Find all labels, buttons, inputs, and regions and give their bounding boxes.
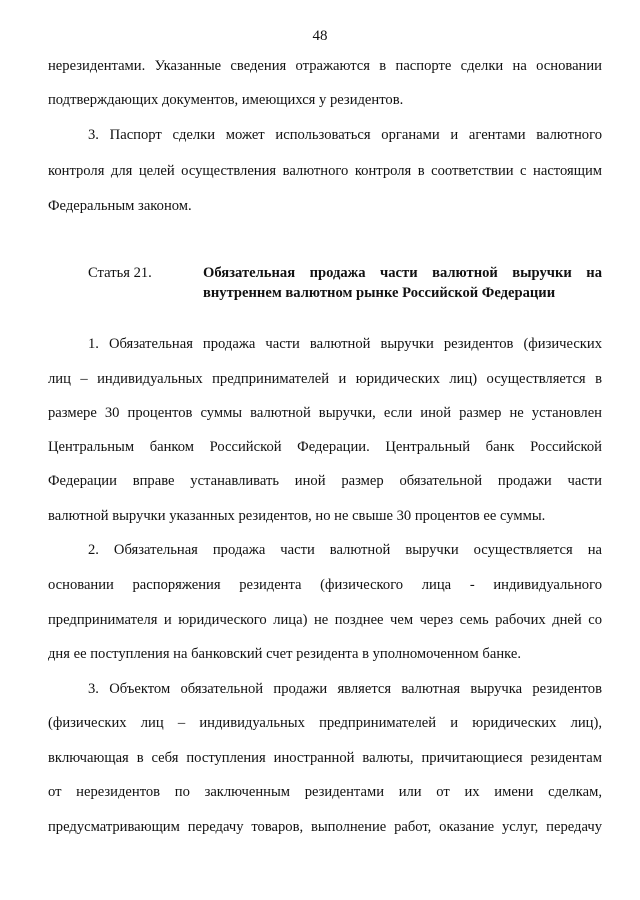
- text-line: контроля для целей осуществления валютного контроля в соответствии с настоящим: [48, 163, 602, 179]
- text-line: размере 30 процентов суммы валютной выручки, если иной размер не установлен: [48, 405, 602, 421]
- text-line: предпринимателя и юридического лица) не позднее чем через семь рабочих дней со: [48, 612, 602, 628]
- text-line: Центральным банком Российской Федерации. Центральный банк Российской: [48, 439, 602, 455]
- text-line: Федеральным законом.: [48, 198, 192, 214]
- text-line: 2. Обязательная продажа части валютной выручки осуществляется на: [88, 542, 602, 558]
- article-title-line: Обязательная продажа части валютной выручки на: [203, 265, 602, 281]
- text-line: 3. Объектом обязательной продажи является валютная выручка резидентов: [88, 681, 602, 697]
- text-line: лиц – индивидуальных предпринимателей и юридических лиц) осуществляется в: [48, 371, 602, 387]
- text-line: включающая в себя поступления иностранной валюты, причитающиеся резидентам: [48, 750, 602, 766]
- article-title-line: внутреннем валютном рынке Российской Федерации: [203, 285, 556, 301]
- text-line: 1. Обязательная продажа части валютной выручки резидентов (физических: [88, 336, 602, 352]
- text-line: Федерации вправе устанавливать иной размер обязательной продажи части: [48, 473, 602, 489]
- text-line: нерезидентами. Указанные сведения отражаются в паспорте сделки на основании: [48, 58, 602, 74]
- page-number: 48: [312, 28, 328, 44]
- article-label: Статья 21.: [88, 265, 152, 281]
- text-line: предусматривающим передачу товаров, выполнение работ, оказание услуг, передачу: [48, 819, 602, 835]
- text-line: валютной выручки указанных резидентов, но не свыше 30 процентов ее суммы.: [48, 508, 546, 524]
- text-line: (физических лиц – индивидуальных предпринимателей и юридических лиц),: [48, 715, 602, 731]
- text-line: дня ее поступления на банковский счет резидента в уполномоченном банке.: [48, 646, 521, 662]
- text-line: основании распоряжения резидента (физического лица - индивидуального: [48, 577, 602, 593]
- text-line: подтверждающих документов, имеющихся у резидентов.: [48, 92, 404, 108]
- text-line: 3. Паспорт сделки может использоваться органами и агентами валютного: [88, 127, 602, 143]
- text-line: от нерезидентов по заключенным резидентами или от их имени сделкам,: [48, 784, 602, 800]
